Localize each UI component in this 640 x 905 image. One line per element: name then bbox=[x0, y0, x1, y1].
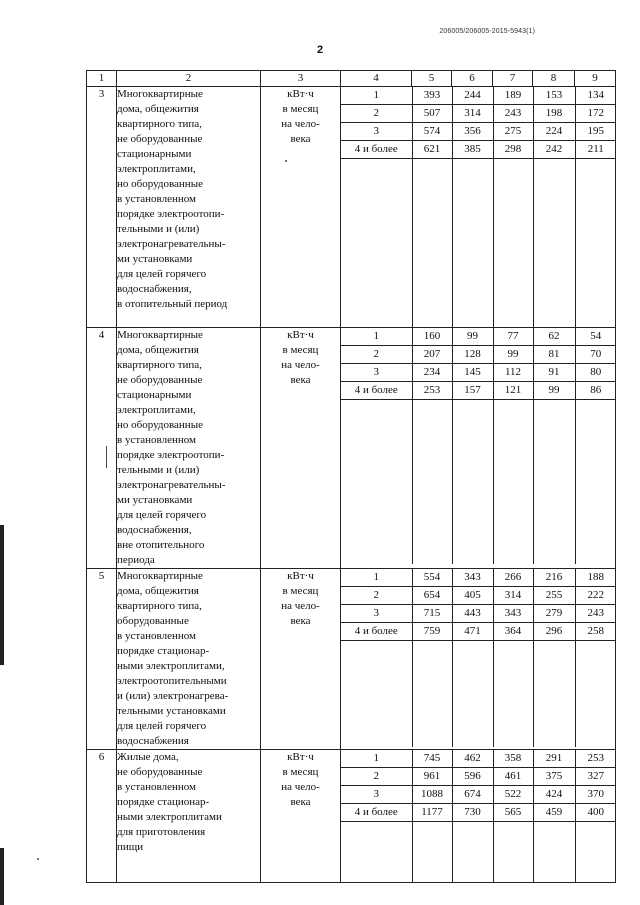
norm-value-cell: 405 bbox=[452, 587, 493, 605]
unit-line: кВт·ч bbox=[287, 751, 314, 763]
page-number: 2 bbox=[316, 44, 324, 56]
norm-values-subtable bbox=[341, 750, 616, 882]
residents-count-cell: 2 bbox=[341, 346, 412, 364]
norm-value-cell: 364 bbox=[493, 623, 533, 641]
description-line: электроплитами, bbox=[117, 404, 196, 416]
description-line: ными электроплитами, bbox=[117, 660, 225, 672]
norm-value-cell: 160 bbox=[412, 328, 452, 346]
housing-description bbox=[117, 569, 261, 750]
norm-value-cell: 759 bbox=[412, 623, 452, 641]
empty-grid-cell bbox=[493, 400, 533, 565]
empty-grid-cell bbox=[575, 159, 616, 328]
description-line: вне отопительного bbox=[117, 539, 205, 551]
empty-grid-cell bbox=[412, 159, 452, 328]
residents-count-cell: 3 bbox=[341, 605, 412, 623]
unit-line: кВт·ч bbox=[287, 570, 314, 582]
empty-grid-cell bbox=[575, 822, 616, 883]
scan-artifact-dot bbox=[37, 858, 39, 860]
norm-value-cell: 291 bbox=[533, 750, 575, 768]
norm-value-cell: 343 bbox=[493, 605, 533, 623]
norm-value-cell: 258 bbox=[575, 623, 616, 641]
residents-count-cell: 3 bbox=[341, 786, 412, 804]
unit-line: в месяц bbox=[282, 766, 319, 778]
residents-count-cell: 4 и более bbox=[341, 804, 412, 822]
norm-value-cell: 195 bbox=[575, 123, 616, 141]
unit-of-measure bbox=[261, 569, 341, 750]
column-header: 1 bbox=[87, 71, 117, 87]
norm-value-cell: 255 bbox=[533, 587, 575, 605]
norm-value-cell: 188 bbox=[575, 569, 616, 587]
norm-value-cell: 327 bbox=[575, 768, 616, 786]
empty-grid-cell bbox=[493, 822, 533, 883]
residents-count-cell: 2 bbox=[341, 768, 412, 786]
residents-row bbox=[341, 804, 616, 822]
norm-value-cell: 471 bbox=[452, 623, 493, 641]
residents-count-cell: 3 bbox=[341, 123, 412, 141]
row-number: 3 bbox=[87, 87, 117, 328]
scan-artifact-mark bbox=[106, 446, 107, 468]
description-line: в установленном bbox=[117, 434, 196, 446]
description-line: но оборудованные bbox=[117, 419, 203, 431]
norm-value-cell: 356 bbox=[452, 123, 493, 141]
document-reference: 206005/206005-2015-5943(1) bbox=[439, 28, 535, 35]
empty-grid-cell bbox=[341, 159, 412, 328]
residents-row bbox=[341, 382, 616, 400]
norm-value-cell: 134 bbox=[575, 87, 616, 105]
column-header: 6 bbox=[452, 71, 493, 87]
table-row bbox=[87, 750, 616, 883]
empty-grid-cell bbox=[533, 822, 575, 883]
residents-count-cell: 1 bbox=[341, 750, 412, 768]
unit-of-measure bbox=[261, 328, 341, 569]
scan-margin-mark bbox=[0, 525, 4, 665]
description-line: электроотопительными bbox=[117, 675, 227, 687]
unit-line: кВт·ч bbox=[287, 88, 314, 100]
residents-row bbox=[341, 364, 616, 382]
norm-value-cell: 596 bbox=[452, 768, 493, 786]
norm-value-cell: 266 bbox=[493, 569, 533, 587]
description-line: порядке электроотопи- bbox=[117, 208, 225, 220]
empty-grid-cell bbox=[533, 400, 575, 565]
column-header: 2 bbox=[117, 71, 261, 87]
housing-description bbox=[117, 87, 261, 328]
norm-value-cell: 128 bbox=[452, 346, 493, 364]
norm-value-cell: 461 bbox=[493, 768, 533, 786]
norm-value-cell: 400 bbox=[575, 804, 616, 822]
residents-count-cell: 4 и более bbox=[341, 141, 412, 159]
description-line: квартирного типа, bbox=[117, 118, 202, 130]
description-line: периода bbox=[117, 554, 155, 566]
row-number: 5 bbox=[87, 569, 117, 750]
empty-grid-cell bbox=[452, 641, 493, 748]
residents-count-cell: 1 bbox=[341, 569, 412, 587]
norm-values-subtable bbox=[341, 569, 616, 747]
empty-grid-row bbox=[341, 641, 616, 748]
description-line: Многоквартирные bbox=[117, 88, 203, 100]
norm-value-cell: 370 bbox=[575, 786, 616, 804]
empty-grid-cell bbox=[493, 159, 533, 328]
norm-value-cell: 424 bbox=[533, 786, 575, 804]
description-line: водоснабжения, bbox=[117, 524, 192, 536]
empty-grid-cell bbox=[412, 822, 452, 883]
norm-values-block bbox=[341, 569, 616, 750]
norm-value-cell: 343 bbox=[452, 569, 493, 587]
norm-value-cell: 253 bbox=[575, 750, 616, 768]
unit-line: века bbox=[290, 374, 311, 386]
empty-grid-cell bbox=[452, 822, 493, 883]
norm-value-cell: 99 bbox=[452, 328, 493, 346]
norm-value-cell: 112 bbox=[493, 364, 533, 382]
description-line: электроплитами, bbox=[117, 163, 196, 175]
description-line: стационарными bbox=[117, 389, 192, 401]
description-line: тельными установками bbox=[117, 705, 226, 717]
description-line: пищи bbox=[117, 841, 144, 853]
residents-count-cell: 4 и более bbox=[341, 382, 412, 400]
norm-value-cell: 216 bbox=[533, 569, 575, 587]
norm-value-cell: 253 bbox=[412, 382, 452, 400]
description-line: ми установками bbox=[117, 494, 193, 506]
norm-value-cell: 198 bbox=[533, 105, 575, 123]
table-row bbox=[87, 328, 616, 569]
description-line: оборудованные bbox=[117, 615, 189, 627]
norm-value-cell: 243 bbox=[493, 105, 533, 123]
norm-value-cell: 393 bbox=[412, 87, 452, 105]
unit-line: на чело- bbox=[281, 118, 320, 130]
norm-value-cell: 189 bbox=[493, 87, 533, 105]
empty-grid-cell bbox=[412, 400, 452, 565]
column-header: 3 bbox=[261, 71, 341, 87]
empty-grid-row bbox=[341, 159, 616, 328]
description-line: квартирного типа, bbox=[117, 600, 202, 612]
norm-value-cell: 621 bbox=[412, 141, 452, 159]
unit-line: века bbox=[290, 133, 311, 145]
norm-value-cell: 459 bbox=[533, 804, 575, 822]
norm-value-cell: 462 bbox=[452, 750, 493, 768]
norm-value-cell: 70 bbox=[575, 346, 616, 364]
norm-value-cell: 574 bbox=[412, 123, 452, 141]
residents-row bbox=[341, 346, 616, 364]
description-line: в установленном bbox=[117, 781, 196, 793]
norm-value-cell: 674 bbox=[452, 786, 493, 804]
norm-value-cell: 275 bbox=[493, 123, 533, 141]
residents-count-cell: 3 bbox=[341, 364, 412, 382]
norm-value-cell: 153 bbox=[533, 87, 575, 105]
norm-value-cell: 54 bbox=[575, 328, 616, 346]
norm-values-block bbox=[341, 328, 616, 569]
description-line: дома, общежития bbox=[117, 103, 199, 115]
housing-description bbox=[117, 750, 261, 883]
norm-value-cell: 91 bbox=[533, 364, 575, 382]
description-line: не оборудованные bbox=[117, 374, 203, 386]
unit-of-measure bbox=[261, 87, 341, 328]
norm-value-cell: 730 bbox=[452, 804, 493, 822]
column-header: 4 bbox=[341, 71, 412, 87]
norm-value-cell: 99 bbox=[493, 346, 533, 364]
empty-grid-cell bbox=[575, 400, 616, 565]
norm-value-cell: 62 bbox=[533, 328, 575, 346]
description-line: порядке электроотопи- bbox=[117, 449, 225, 461]
unit-line: на чело- bbox=[281, 359, 320, 371]
residents-count-cell: 1 bbox=[341, 87, 412, 105]
row-number: 6 bbox=[87, 750, 117, 883]
norm-value-cell: 242 bbox=[533, 141, 575, 159]
norm-value-cell: 81 bbox=[533, 346, 575, 364]
empty-grid-cell bbox=[533, 641, 575, 748]
column-header: 7 bbox=[493, 71, 533, 87]
residents-count-cell: 1 bbox=[341, 328, 412, 346]
norm-value-cell: 157 bbox=[452, 382, 493, 400]
norm-value-cell: 207 bbox=[412, 346, 452, 364]
column-header: 8 bbox=[533, 71, 575, 87]
table-row bbox=[87, 87, 616, 328]
empty-grid-cell bbox=[341, 822, 412, 883]
description-line: стационарными bbox=[117, 148, 192, 160]
unit-of-measure bbox=[261, 750, 341, 883]
residents-row bbox=[341, 587, 616, 605]
description-line: ными электроплитами bbox=[117, 811, 222, 823]
description-line: тельными и (или) bbox=[117, 464, 200, 476]
description-line: электронагревательны- bbox=[117, 479, 226, 491]
description-line: порядке стационар- bbox=[117, 645, 210, 657]
norm-value-cell: 443 bbox=[452, 605, 493, 623]
consumption-norms-table bbox=[86, 70, 616, 883]
norm-values-subtable bbox=[341, 87, 616, 327]
residents-row bbox=[341, 623, 616, 641]
description-line: Многоквартирные bbox=[117, 570, 203, 582]
norm-values-subtable bbox=[341, 328, 616, 564]
description-line: квартирного типа, bbox=[117, 359, 202, 371]
residents-row bbox=[341, 569, 616, 587]
norm-value-cell: 243 bbox=[575, 605, 616, 623]
norm-value-cell: 507 bbox=[412, 105, 452, 123]
empty-grid-cell bbox=[452, 400, 493, 565]
empty-grid-row bbox=[341, 400, 616, 565]
norm-values-block bbox=[341, 87, 616, 328]
description-line: в отопительный период bbox=[117, 298, 228, 310]
norm-value-cell: 86 bbox=[575, 382, 616, 400]
unit-line: кВт·ч bbox=[287, 329, 314, 341]
norm-value-cell: 172 bbox=[575, 105, 616, 123]
norm-value-cell: 385 bbox=[452, 141, 493, 159]
unit-line: века bbox=[290, 615, 311, 627]
residents-row bbox=[341, 328, 616, 346]
norm-value-cell: 358 bbox=[493, 750, 533, 768]
description-line: водоснабжения, bbox=[117, 283, 192, 295]
norm-value-cell: 211 bbox=[575, 141, 616, 159]
description-line: тельными и (или) bbox=[117, 223, 200, 235]
norm-value-cell: 961 bbox=[412, 768, 452, 786]
housing-description bbox=[117, 328, 261, 569]
empty-grid-cell bbox=[341, 641, 412, 748]
residents-count-cell: 2 bbox=[341, 105, 412, 123]
unit-line: в месяц bbox=[282, 585, 319, 597]
norm-value-cell: 1088 bbox=[412, 786, 452, 804]
norm-value-cell: 565 bbox=[493, 804, 533, 822]
norm-value-cell: 296 bbox=[533, 623, 575, 641]
norm-value-cell: 654 bbox=[412, 587, 452, 605]
description-line: в установленном bbox=[117, 193, 196, 205]
norm-value-cell: 80 bbox=[575, 364, 616, 382]
norm-value-cell: 244 bbox=[452, 87, 493, 105]
norm-value-cell: 279 bbox=[533, 605, 575, 623]
table-row bbox=[87, 569, 616, 750]
norm-value-cell: 224 bbox=[533, 123, 575, 141]
empty-grid-cell bbox=[575, 641, 616, 748]
description-line: не оборудованные bbox=[117, 766, 203, 778]
description-line: электронагревательны- bbox=[117, 238, 226, 250]
norm-value-cell: 1177 bbox=[412, 804, 452, 822]
norm-value-cell: 314 bbox=[452, 105, 493, 123]
residents-count-cell: 2 bbox=[341, 587, 412, 605]
norm-value-cell: 77 bbox=[493, 328, 533, 346]
description-line: для приготовления bbox=[117, 826, 206, 838]
description-line: водоснабжения bbox=[117, 735, 189, 747]
description-line: и (или) электронагрева- bbox=[117, 690, 229, 702]
norm-value-cell: 121 bbox=[493, 382, 533, 400]
norm-value-cell: 99 bbox=[533, 382, 575, 400]
description-line: дома, общежития bbox=[117, 585, 199, 597]
unit-line: на чело- bbox=[281, 781, 320, 793]
residents-row bbox=[341, 123, 616, 141]
empty-grid-cell bbox=[493, 641, 533, 748]
empty-grid-cell bbox=[533, 159, 575, 328]
norm-values-block bbox=[341, 750, 616, 883]
residents-row bbox=[341, 786, 616, 804]
empty-grid-cell bbox=[412, 641, 452, 748]
table-header-row bbox=[87, 71, 616, 87]
description-line: для целей горячего bbox=[117, 720, 207, 732]
unit-line: на чело- bbox=[281, 600, 320, 612]
norm-value-cell: 145 bbox=[452, 364, 493, 382]
residents-row bbox=[341, 141, 616, 159]
column-header: 9 bbox=[575, 71, 616, 87]
empty-grid-row bbox=[341, 822, 616, 883]
description-line: для целей горячего bbox=[117, 268, 207, 280]
norm-value-cell: 298 bbox=[493, 141, 533, 159]
residents-row bbox=[341, 605, 616, 623]
norm-value-cell: 715 bbox=[412, 605, 452, 623]
norm-value-cell: 745 bbox=[412, 750, 452, 768]
unit-line: в месяц bbox=[282, 344, 319, 356]
description-line: Жилые дома, bbox=[117, 751, 179, 763]
description-line: дома, общежития bbox=[117, 344, 199, 356]
residents-count-cell: 4 и более bbox=[341, 623, 412, 641]
empty-grid-cell bbox=[341, 400, 412, 565]
norm-value-cell: 554 bbox=[412, 569, 452, 587]
description-line: не оборудованные bbox=[117, 133, 203, 145]
norm-value-cell: 522 bbox=[493, 786, 533, 804]
norm-value-cell: 375 bbox=[533, 768, 575, 786]
norm-value-cell: 234 bbox=[412, 364, 452, 382]
empty-grid-cell bbox=[452, 159, 493, 328]
scan-artifact-dot bbox=[285, 160, 287, 162]
residents-row bbox=[341, 87, 616, 105]
residents-row bbox=[341, 768, 616, 786]
residents-row bbox=[341, 750, 616, 768]
description-line: для целей горячего bbox=[117, 509, 207, 521]
description-line: но оборудованные bbox=[117, 178, 203, 190]
description-line: Многоквартирные bbox=[117, 329, 203, 341]
norm-value-cell: 314 bbox=[493, 587, 533, 605]
unit-line: века bbox=[290, 796, 311, 808]
row-number: 4 bbox=[87, 328, 117, 569]
description-line: порядке стационар- bbox=[117, 796, 210, 808]
scan-margin-mark bbox=[0, 848, 4, 905]
description-line: ми установками bbox=[117, 253, 193, 265]
column-header: 5 bbox=[412, 71, 452, 87]
description-line: в установленном bbox=[117, 630, 196, 642]
unit-line: в месяц bbox=[282, 103, 319, 115]
norm-value-cell: 222 bbox=[575, 587, 616, 605]
residents-row bbox=[341, 105, 616, 123]
